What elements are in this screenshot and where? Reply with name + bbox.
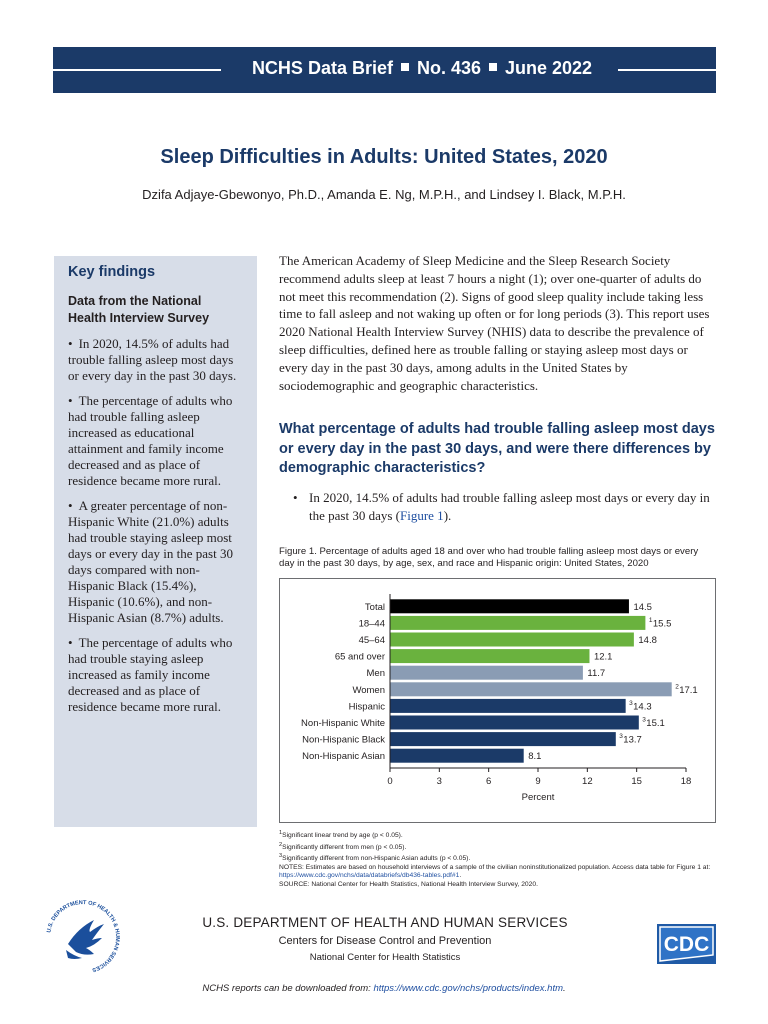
x-tick-label: 3 — [436, 776, 442, 787]
footnote-3: $^3$Significantly different from non-Hispanic Asian adults (p < 0.05). — [279, 853, 471, 863]
x-tick-label: 15 — [631, 776, 642, 787]
superscript-label: 1 — [648, 616, 653, 624]
key-finding-item: • A greater percentage of non-Hispanic White (21.0%) adults had trouble staying asleep most days or every day in the past 30 days compared with non-Hispanic Black (15.4%), Hispanic (10.6%), and non-Hispanic Asian (8.7%) adults. — [68, 498, 233, 625]
cdc-name: Centers for Disease Control and Prevention — [278, 935, 492, 947]
intro-paragraph: The American Academy of Sleep Medicine and the Sleep Research Society recommend adults sleep at least 7 hours a night (1); over one-quarter of adults do not meet this recommendation (2). Signs of good sleep quality include taking less time to fall asleep and not waking up often or for long periods (3). This report uses 2020 National Health Interview Survey (NHIS) data to describe the prevalence of sleep difficulties, defined here as trouble falling or staying asleep most days or every day in the past 30 days, among adults in the United States by sociodemographic and geographic characteristics. — [279, 253, 710, 393]
value-label: 14.8 — [638, 635, 657, 646]
superscript-label: 2 — [675, 683, 679, 691]
page-title: Sleep Difficulties in Adults: United States, 2020 — [160, 146, 608, 168]
bar — [391, 633, 634, 647]
bar — [391, 649, 590, 663]
hhs-seal-text: U.S. DEPARTMENT OF HEALTH & HUMAN SERVICES — [46, 899, 121, 973]
bar — [391, 599, 629, 613]
banner-rule-right — [618, 69, 716, 71]
bullet-icon: • — [68, 498, 73, 513]
value-label: 17.1 — [679, 684, 698, 696]
x-tick-label: 18 — [680, 776, 692, 787]
series-name: NCHS Data Brief — [251, 58, 393, 78]
separator-square — [489, 63, 497, 71]
source-text: SOURCE: National Center for Health Statistics, National Health Interview Survey, 2020. — [279, 880, 538, 888]
bar — [391, 616, 646, 630]
x-tick-label: 12 — [582, 776, 593, 787]
main-bullet: • In 2020, 14.5% of adults had trouble falling asleep most days or every day in the past 30 days (Figure 1). — [293, 490, 710, 523]
separator-square — [401, 63, 409, 71]
footer: NCHS reports can be downloaded from: https://www.cdc.gov/nchs/products/index.htm. — [202, 983, 566, 994]
key-finding-item: • In 2020, 14.5% of adults had trouble falling asleep most days or every day in the past 30 days. — [68, 336, 237, 383]
value-label: 12.1 — [593, 651, 613, 663]
bar — [391, 749, 524, 763]
value-label: 13.7 — [623, 734, 642, 746]
superscript-label: 3 — [619, 733, 623, 741]
banner-text — [227, 58, 617, 79]
data-table-link[interactable]: https://www.cdc.gov/nchs/data/databriefs/db436-tables.pdf#1 — [279, 872, 460, 880]
brief-number: No. 436 — [416, 58, 481, 78]
category-label: Hispanic — [348, 701, 385, 713]
bullet-icon: • — [293, 490, 298, 505]
eagle-icon — [66, 920, 104, 959]
value-label: 14.3 — [633, 701, 652, 713]
x-tick-label: 0 — [387, 776, 393, 787]
bar — [391, 666, 583, 680]
value-label: 14.5 — [633, 601, 652, 613]
value-label: 8.1 — [528, 751, 542, 763]
category-label: Women — [352, 684, 385, 696]
key-finding-item: • The percentage of adults who had trouble staying asleep increased as family income decreased and as place of residence became more rural. — [68, 635, 233, 714]
cdc-logo-text: CDC — [663, 933, 710, 956]
bullet-icon: • — [68, 336, 73, 351]
footnote-2: $^2$Significantly different from men (p < 0.05). — [279, 841, 407, 851]
department-name: U.S. DEPARTMENT OF HEALTH AND HUMAN SERVICES — [202, 915, 568, 930]
bar — [391, 716, 639, 730]
brief-date: June 2022 — [505, 58, 593, 78]
x-tick-label: 6 — [486, 776, 492, 787]
banner-rule-left — [53, 69, 221, 71]
bullet-icon: • — [68, 393, 73, 408]
bullet-icon: • — [68, 635, 73, 650]
category-label: 65 and over — [334, 651, 385, 663]
bar — [391, 682, 672, 696]
category-label: Non-Hispanic White — [301, 718, 385, 729]
figure-notes — [279, 829, 716, 889]
category-label: Men — [366, 668, 385, 680]
key-findings-heading: Key findings — [68, 264, 156, 280]
key-findings-subheading: Data from the National Health Interview Survey — [68, 294, 210, 325]
category-label: Non-Hispanic Black — [302, 734, 385, 746]
nchs-products-link[interactable]: https://www.cdc.gov/nchs/products/index.htm — [373, 983, 563, 994]
figure-frame — [279, 578, 716, 823]
category-label: Total — [364, 601, 385, 613]
cdc-logo — [657, 924, 716, 964]
x-axis-label: Percent — [521, 792, 555, 803]
figure-caption: Figure 1. Percentage of adults aged 18 and over who had trouble falling asleep most days or every day in the past 30 days, by age, sex, and race and Hispanic origin: United States, 2020 — [279, 546, 699, 569]
superscript-label: 3 — [642, 716, 646, 724]
bar — [391, 699, 626, 713]
category-label: 18–44 — [358, 618, 385, 630]
category-label: Non-Hispanic Asian — [302, 751, 385, 763]
x-tick-label: 9 — [535, 776, 541, 787]
section-question: What percentage of adults had trouble falling asleep most days or every day in the past 30 days, and were there differences by demographic characteristics? — [279, 421, 715, 476]
value-label: 15.5 — [652, 618, 672, 630]
authors: Dzifa Adjaye-Gbewonyo, Ph.D., Amanda E. Ng, M.P.H., and Lindsey I. Black, M.P.H. — [142, 187, 626, 202]
bar-chart — [280, 579, 717, 824]
bar — [391, 732, 616, 746]
notes-text: NOTES: Estimates are based on household interviews of a sample of the civilian noninstitutionalized population. Access data table for Figure 1 at: https://www.cdc.gov/nchs/data/databriefs/db436-tables.pdf#1. — [279, 863, 711, 880]
category-label: 45–64 — [358, 635, 385, 646]
superscript-label: 3 — [629, 699, 633, 707]
header-banner — [53, 47, 716, 93]
key-finding-item: • The percentage of adults who had trouble falling asleep increased as educational attainment and family income decreased and as place of residence became more rural. — [68, 393, 233, 488]
value-label: 15.1 — [646, 718, 665, 729]
figure-1-link[interactable]: Figure 1 — [399, 508, 444, 523]
nchs-name: National Center for Health Statistics — [309, 952, 461, 963]
key-findings-box — [54, 256, 257, 827]
hhs-seal-logo — [44, 898, 122, 976]
footnote-1: $^1$Significant linear trend by age (p < 0.05). — [279, 830, 403, 840]
value-label: 11.7 — [587, 668, 606, 680]
